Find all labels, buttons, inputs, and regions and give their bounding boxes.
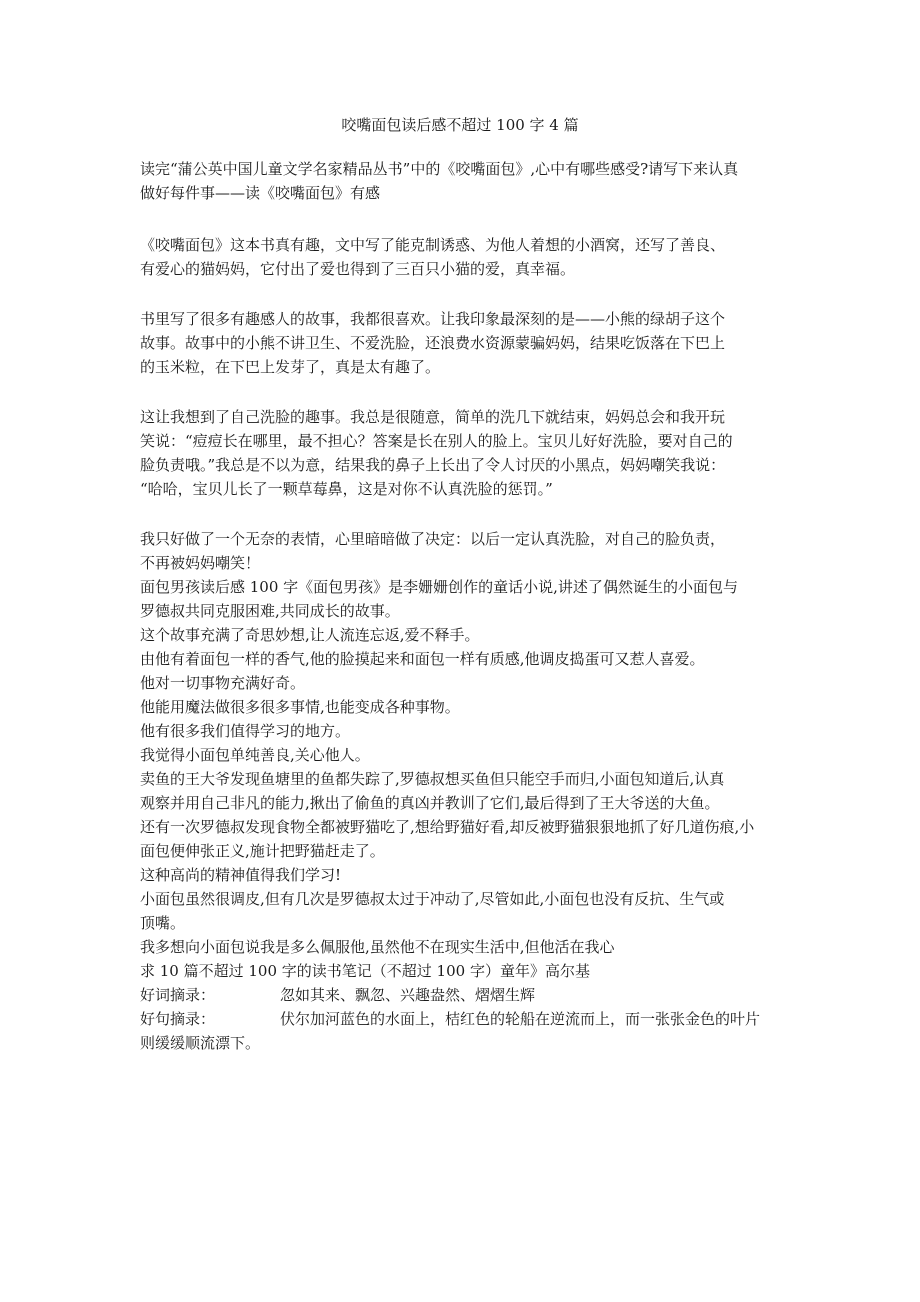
good-sentences-row xyxy=(140,1007,800,1031)
good-words-row xyxy=(140,983,800,1007)
text-line: 由他有着面包一样的香气,他的脸摸起来和面包一样有质感,他调皮捣蛋可又惹人喜爱。 xyxy=(140,650,705,668)
intro-paragraph xyxy=(140,157,800,205)
text-line: 书里写了很多有趣感人的故事，我都很喜欢。让我印象最深刻的是——小熊的绿胡子这个 xyxy=(140,310,726,328)
text-line: 的玉米粒，在下巴上发芽了，真是太有趣了。 xyxy=(140,358,441,376)
text-line: 求 10 篇不超过 100 字的读书笔记（不超过 100 字）童年》高尔基 xyxy=(140,962,590,980)
text-line: 观察并用自己非凡的能力,揪出了偷鱼的真凶并教训了它们,最后得到了王大爷送的大鱼。 xyxy=(140,794,720,812)
text-line: 读完“蒲公英中国儿童文学名家精品丛书”中的《咬嘴面包》,心中有哪些感受?请写下来认真 xyxy=(140,160,739,178)
text-line: 面包男孩读后感 100 字《面包男孩》是李姗姗创作的童话小说,讲述了偶然诞生的小面包与 xyxy=(140,578,738,596)
text-line: “哈哈，宝贝儿长了一颗草莓鼻，这是对你不认真洗脸的惩罚。” xyxy=(140,480,553,498)
text-line: 《咬嘴面包》这本书真有趣，文中写了能克制诱惑、为他人着想的小酒窝，还写了善良、 xyxy=(140,236,726,254)
good-sentences-label: 好句摘录： xyxy=(140,1010,216,1028)
text-line: 笑说：“痘痘长在哪里，最不担心？答案是长在别人的脸上。宝贝儿好好洗脸，要对自己的 xyxy=(140,432,733,450)
text-line: 面包便伸张正义,施计把野猫赶走了。 xyxy=(140,842,385,860)
paragraph-2 xyxy=(140,307,800,379)
text-line: 他有很多我们值得学习的地方。 xyxy=(140,722,351,740)
text-line: 这让我想到了自己洗脸的趣事。我总是很随意，简单的洗几下就结束，妈妈总会和我开玩 xyxy=(140,408,726,426)
text-line: 顶嘴。 xyxy=(140,914,186,932)
good-words-text: 忽如其来、飘忽、兴趣盎然、熠熠生辉 xyxy=(280,986,536,1004)
text-line: 不再被妈妈嘲笑！ xyxy=(140,554,261,572)
good-sentences-text: 伏尔加河蓝色的水面上，桔红色的轮船在逆流而上，而一张张金色的叶片 xyxy=(280,1010,761,1028)
document-body xyxy=(140,157,800,1055)
text-line: 则缓缓顺流漂下。 xyxy=(140,1034,261,1052)
text-line: 我多想向小面包说我是多么佩服他,虽然他不在现实生活中,但他活在我心 xyxy=(140,938,615,956)
text-line: 卖鱼的王大爷发现鱼塘里的鱼都失踪了,罗德叔想买鱼但只能空手而归,小面包知道后,认真 xyxy=(140,770,725,788)
text-line: 故事。故事中的小熊不讲卫生、不爱洗脸，还浪费水资源蒙骗妈妈，结果吃饭落在下巴上 xyxy=(140,334,726,352)
text-line: 这种高尚的精神值得我们学习! xyxy=(140,866,342,884)
page-title: 咬嘴面包读后感不超过 100 字 4 篇 xyxy=(341,116,579,134)
text-line: 还有一次罗德叔发现食物全都被野猫吃了,想给野猫好看,却反被野猫狠狠地抓了好几道伤痕,小 xyxy=(140,818,755,836)
text-line: 我只好做了一个无奈的表情，心里暗暗做了决定：以后一定认真洗脸，对自己的脸负责， xyxy=(140,530,726,548)
paragraph-3 xyxy=(140,405,800,501)
paragraph-1 xyxy=(140,233,800,281)
text-line: 罗德叔共同克服困难,共同成长的故事。 xyxy=(140,602,400,620)
text-line: 这个故事充满了奇思妙想,让人流连忘返,爱不释手。 xyxy=(140,626,480,644)
text-line: 小面包虽然很调皮,但有几次是罗德叔太过于冲动了,尽管如此,小面包也没有反抗、生气或 xyxy=(140,890,725,908)
text-line: 做好每件事——读《咬嘴面包》有感 xyxy=(140,184,381,202)
text-line: 我觉得小面包单纯善良,关心他人。 xyxy=(140,746,370,764)
text-line: 有爱心的猫妈妈，它付出了爱也得到了三百只小猫的爱，真幸福。 xyxy=(140,260,576,278)
text-line: 他能用魔法做很多很多事情,也能变成各种事物。 xyxy=(140,698,460,716)
good-words-label: 好词摘录： xyxy=(140,986,216,1004)
paragraph-4 xyxy=(140,527,800,983)
text-line: 脸负责哦。”我总是不以为意，结果我的鼻子上长出了令人讨厌的小黑点，妈妈嘲笑我说： xyxy=(140,456,726,474)
text-line: 他对一切事物充满好奇。 xyxy=(140,674,306,692)
